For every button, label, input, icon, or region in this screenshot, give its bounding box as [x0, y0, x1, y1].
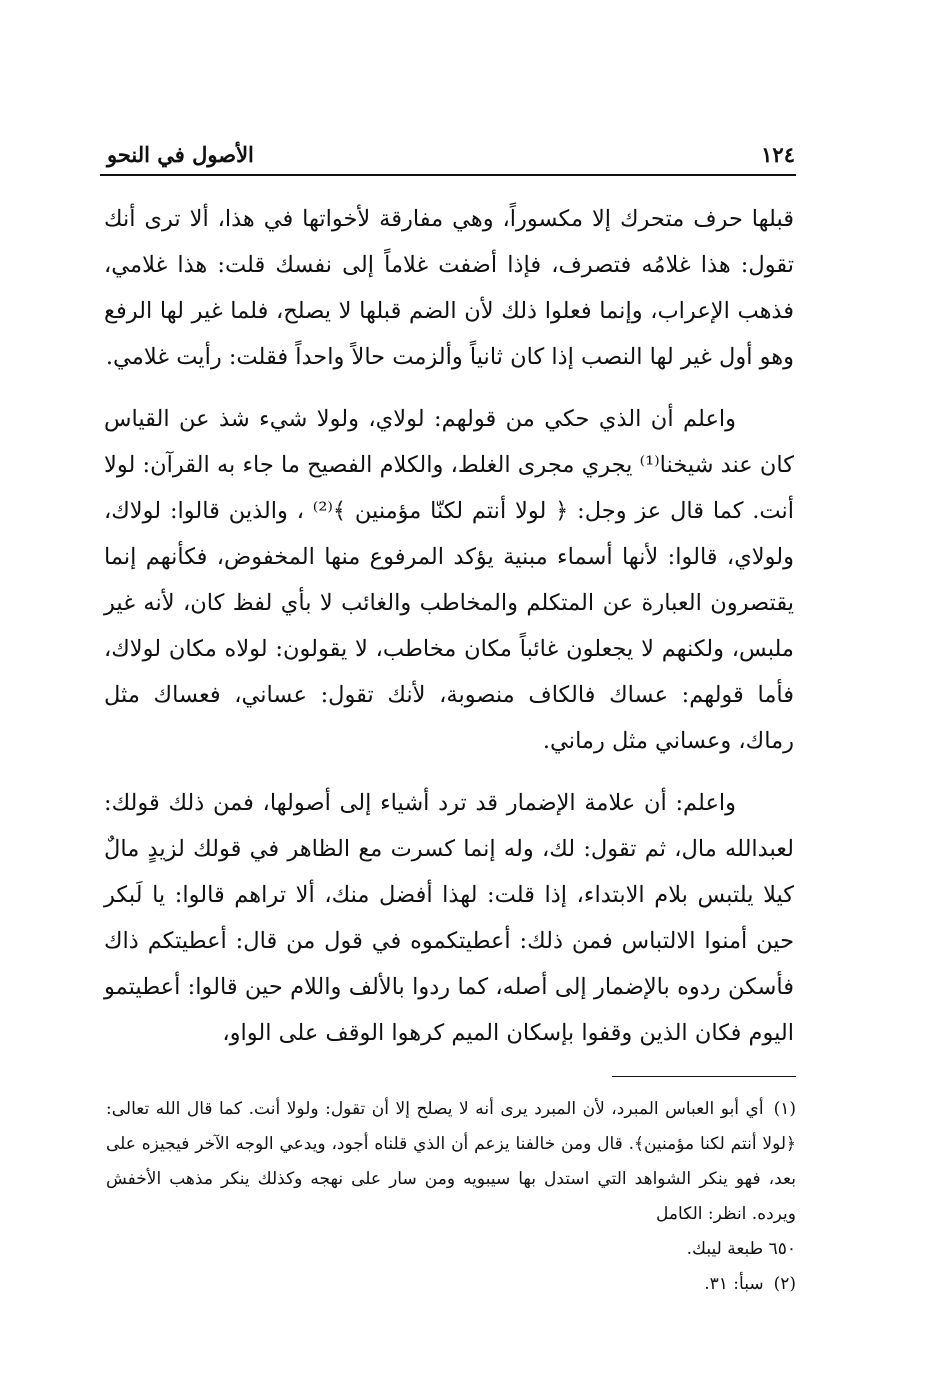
footnote-rule: [612, 1076, 796, 1077]
footnote-1-continuation: ٦٥٠ طبعة ليبك.: [686, 1239, 796, 1259]
paragraph-gap: [104, 380, 794, 396]
paragraph-1: قبلها حرف متحرك إلا مكسوراً، وهي مفارقة لأخواتها في هذا، ألا ترى أنك تقول: هذا غلامُه فتصرف، فإذا أضفت غلاماً إلى نفسك قلت: هذا غلامي، فذهب الإعراب، وإنما فعلوا ذلك لأن الضم قبلها لا يصلح، فلما غير لها الرفع وهو أول غير لها النصب إذا كان ثانياً وألزمت حالاً واحداً فقلت: رأيت غلامي.: [104, 206, 794, 370]
footnote-number: (١): [773, 1099, 796, 1119]
footnote-text: سبأ: ٣١.: [704, 1274, 764, 1294]
paragraph-gap: [104, 764, 794, 780]
main-text: [104, 196, 794, 1056]
footnote-1: [106, 1092, 796, 1232]
footnotes: [106, 1092, 796, 1302]
header-rule: [100, 174, 796, 176]
footnote-2: [106, 1267, 796, 1302]
page-number: ١٢٤: [761, 142, 795, 167]
footnote-number: (٢): [773, 1274, 796, 1294]
page-header: [107, 138, 795, 174]
footnote-text: أي أبو العباس المبرد، لأن المبرد يرى أنه لا يصلح إلا أن تقول: ولولا أنت. كما قال الله تعالى: ﴿لولا أنتم لكنا مؤمنين﴾. قال ومن خالفنا يزعم أن الذي قلناه أجود، ويدعي الوجه الآخر فيجيزه على بعد، فهو ينكر الشواهد التي استدل بها سيبويه ومن سار على نهجه وكذلك ينكر مذهب الأخفش ويرده. انظر: الكامل: [106, 1099, 796, 1224]
paragraph-2: واعلم أن الذي حكي من قولهم: لولاي، ولولا شيء شذ عن القياس كان عند شيخنا⁽¹⁾ يجري مجرى الغلط، والكلام الفصيح ما جاء به القرآن: لولا أنت. كما قال عز وجل: ﴿ لولا أنتم لكنّا مؤمنين ﴾⁽²⁾ ، والذين قالوا: لولاك، ولولاي، قالوا: لأنها أسماء مبنية يؤكد المرفوع منها المخفوض، فكأنهم إنما يقتصرون العبارة عن المتكلم والمخاطب والغائب لا بأي لفظ كان، لأنه غير ملبس، ولكنهم لا يجعلون غائباً مكان مخاطب، لا يقولون: لولاه مكان لولاك، فأما قولهم: عساك فالكاف منصوبة، لأنك تقول: عساني، فعساك مثل رماك، وعساني مثل رماني.: [104, 406, 795, 754]
running-title: الأصول في النحو: [107, 142, 254, 167]
paragraph-3: واعلم: أن علامة الإضمار قد ترد أشياء إلى أصولها، فمن ذلك قولك: لعبدالله مال، ثم تقول: لك، وله إنما كسرت مع الظاهر في قولك لزيدٍ مالٌ كيلا يلتبس بلام الابتداء، إذا قلت: لهذا أفضل منك، ألا تراهم قالوا: يا لَبكر حين أمنوا الالتباس فمن ذلك: أعطيتكموه في قول من قال: أعطيتكم ذاك فأسكن ردوه بالإضمار إلى أصله، كما ردوا بالألف واللام حين قالوا: أعطيتمو اليوم فكان الذين وقفوا بإسكان الميم كرهوا الوقف على الواو،: [104, 790, 794, 1046]
